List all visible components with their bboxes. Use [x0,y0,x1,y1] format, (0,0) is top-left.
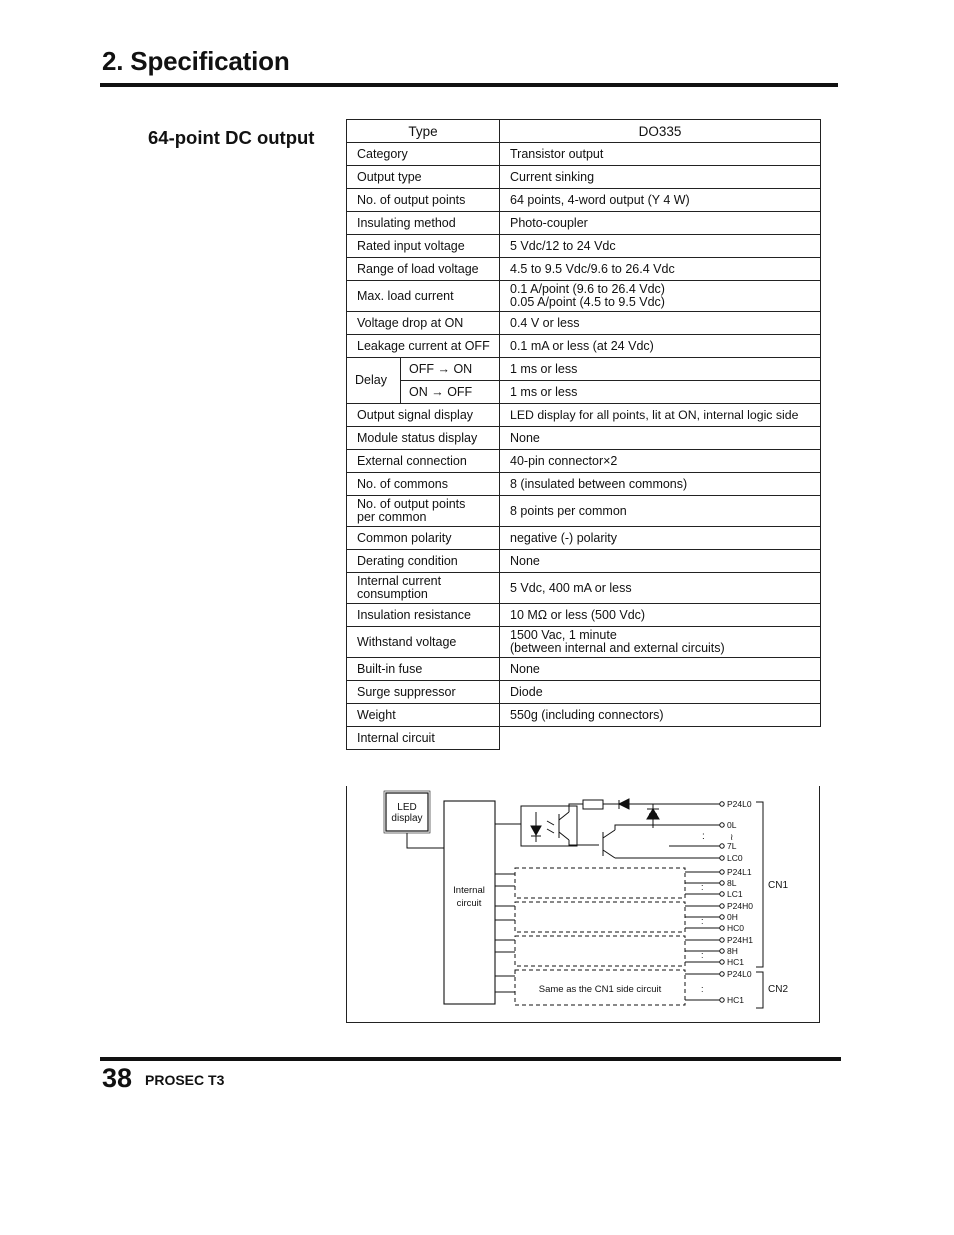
row-label: Surge suppressor [347,681,500,704]
output-0l-wire [615,825,720,830]
delay-on-off-value: 1 ms or less [500,381,821,404]
row-value: 550g (including connectors) [500,704,821,727]
internal-circuit-diagram [346,786,820,1023]
row-value: 8 points per common [500,496,821,527]
section-title: 2. Specification [102,46,290,76]
terminal-label: LC0 [727,853,743,863]
row-label: Leakage current at OFF [347,335,500,358]
blank-cell [500,727,821,750]
row-value: Photo-coupler [500,212,821,235]
top-divider [100,83,838,87]
ellipsis-dots: : [702,831,705,842]
row-label: Category [347,143,500,166]
row-value: 4.5 to 9.5 Vdc/9.6 to 26.4 Vdc [500,258,821,281]
coupler-light-arrows [547,821,554,833]
row-value: Transistor output [500,143,821,166]
terminal-label: HC1 [727,957,745,967]
terminal-label: P24L0 [727,969,752,979]
row-value: LED display for all points, lit at ON, internal logic side [500,404,821,427]
cn1-bracket [756,802,763,967]
row-label: Insulating method [347,212,500,235]
row-value: 10 MΩ or less (500 Vdc) [500,604,821,627]
row-value: None [500,427,821,450]
header-model-cell: DO335 [500,120,821,143]
table-row [347,550,821,573]
table-row [347,427,821,450]
label-line: No. of output points [357,497,466,511]
delay-on-off-label: ON → OFF [401,381,500,404]
table-row [347,681,821,704]
table-row [347,258,821,281]
row-label: No. of commons [347,473,500,496]
ellipsis-dots: : [701,916,704,926]
internal-label-line1: Internal [453,885,485,896]
subsection-title: 64-point DC output [148,127,315,148]
table-row [347,212,821,235]
row-label: Common polarity [347,527,500,550]
table-row [347,235,821,258]
table-row [347,604,821,627]
terminal-label: HC1 [727,995,745,1005]
repeat-section-3 [515,936,685,966]
circuit-schematic [347,786,821,1023]
diode-symbol [619,799,629,809]
cn1-label: CN1 [768,880,789,891]
row-label: Max. load current [347,281,500,312]
table-row [347,658,821,681]
cn2-bracket [756,972,763,1008]
coupler-led-symbol [531,826,541,835]
row-label: Built-in fuse [347,658,500,681]
delay-off-on-value: 1 ms or less [500,358,821,381]
terminal-label: 7L [727,841,737,851]
terminal-circles [720,802,724,1002]
row-value: None [500,550,821,573]
led-label-line1: LED [397,802,417,813]
row-value: 5 Vdc/12 to 24 Vdc [500,235,821,258]
terminal-label: P24H0 [727,901,753,911]
terminal-label: P24H1 [727,935,753,945]
table-row [347,527,821,550]
terminal-labels [727,799,753,1005]
row-value: 0.1 mA or less (at 24 Vdc) [500,335,821,358]
table-row [347,627,821,658]
coupler-transistor [559,812,569,840]
ellipsis-dots: : [701,882,704,892]
table-row [347,573,821,604]
table-row [347,143,821,166]
table-row [347,189,821,212]
header-type-cell: Type [347,120,500,143]
row-value [500,281,821,312]
row-label: Module status display [347,427,500,450]
row-value: Current sinking [500,166,821,189]
row-label: Voltage drop at ON [347,312,500,335]
row-value: Diode [500,681,821,704]
table-row [347,473,821,496]
table-row [347,335,821,358]
table-row [347,704,821,727]
value-line: 1500 Vac, 1 minute [510,628,617,642]
delay-off-on-label: OFF → ON [401,358,500,381]
row-label: No. of output points [347,189,500,212]
row-label: Output type [347,166,500,189]
table-row [347,281,821,312]
table-row [347,404,821,427]
table-row [347,312,821,335]
delay-label: Delay [347,358,401,404]
terminal-label: 0L [727,820,737,830]
terminal-label: 8H [727,946,738,956]
bottom-divider [100,1057,841,1061]
label-line: Internal current [357,574,442,588]
terminal-label: P24L1 [727,867,752,877]
manual-title: PROSEC T3 [145,1072,225,1088]
row-label: Derating condition [347,550,500,573]
terminal-label: 8L [727,878,737,888]
table-header-row [347,120,821,143]
value-line: (between internal and external circuits) [510,641,725,655]
table-row [347,496,821,527]
row-label: Withstand voltage [347,627,500,658]
terminal-label: HC0 [727,923,745,933]
repeat-section-2 [515,902,685,932]
row-value: 8 (insulated between commons) [500,473,821,496]
row-label: Weight [347,704,500,727]
led-label-line2: display [391,813,423,824]
terminal-label: 0H [727,912,738,922]
row-value [500,627,821,658]
same-as-cn1-text: Same as the CN1 side circuit [538,984,662,995]
tilde-mark: ≀ [730,832,734,842]
table-row [347,450,821,473]
row-label: Insulation resistance [347,604,500,627]
spec-table [346,119,821,750]
row-label: Rated input voltage [347,235,500,258]
row-value: negative (-) polarity [500,527,821,550]
coupler-top-lead [569,804,583,812]
resistor-symbol [583,800,603,809]
cn2-label: CN2 [768,984,789,995]
row-value: 5 Vdc, 400 mA or less [500,573,821,604]
table-row-delay [347,358,821,381]
table-row [347,166,821,189]
terminal-label: LC1 [727,889,743,899]
internal-circuit-label: Internal circuit [347,727,500,750]
row-label [347,573,500,604]
ellipsis-dots: : [701,950,704,960]
table-row-delay [347,381,821,404]
page-number: 38 [102,1063,133,1093]
row-value: 0.4 V or less [500,312,821,335]
row-value: None [500,658,821,681]
ellipsis-dots: : [701,984,704,994]
table-row [347,727,821,750]
led-connector-wire [407,833,444,848]
terminal-label: P24L0 [727,799,752,809]
value-line: 0.1 A/point (9.6 to 26.4 Vdc) [510,282,665,296]
repeat-section-1 [515,868,685,898]
row-label: Range of load voltage [347,258,500,281]
row-value: 64 points, 4-word output (Y 4 W) [500,189,821,212]
label-line: consumption [357,587,428,601]
label-line: per common [357,510,427,524]
row-label: Output signal display [347,404,500,427]
internal-label-line2: circuit [456,898,482,909]
block-stub-wires [495,874,515,992]
value-line: 0.05 A/point (4.5 to 9.5 Vdc) [510,295,665,309]
row-label: External connection [347,450,500,473]
row-label [347,496,500,527]
output-transistor [569,830,615,858]
row-value: 40-pin connector×2 [500,450,821,473]
